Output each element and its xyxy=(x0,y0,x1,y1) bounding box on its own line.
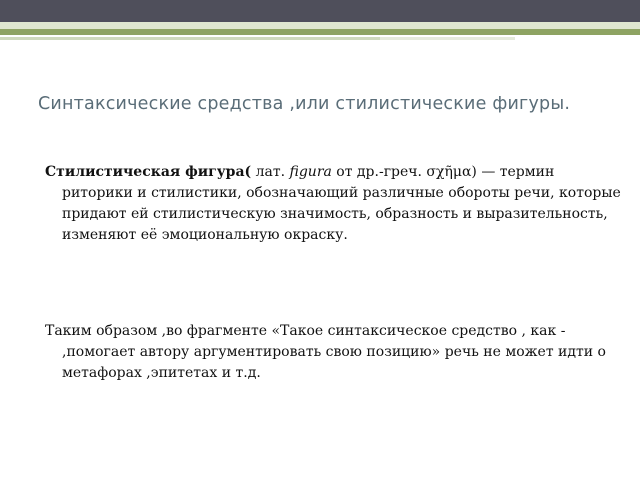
definition-paragraph xyxy=(45,162,622,246)
header-dark-bar xyxy=(0,0,640,22)
header-light-bar xyxy=(0,22,640,29)
definition-text: от др.-греч. σχῆμα) — термин риторики и стилистики, обозначающий различные обороты речи, которые придают ей стилистическую значимость, образность и выразительность, изменяют её эмоциональную окраску. xyxy=(62,164,621,243)
definition-lat-prefix: лат. xyxy=(251,164,290,180)
conclusion-paragraph: Таким образом ,во фрагменте «Такое синтаксическое средство , как - ,помогает автору аргументировать свою позицию» речь не может идти о метафорах ,эпитетах и т.д. xyxy=(45,323,606,381)
definition-term: Стилистическая фигура( xyxy=(45,164,252,180)
header-highlight xyxy=(380,35,640,40)
slide-title: Синтаксические средства ,или стилистические фигуры. xyxy=(38,94,571,114)
definition-lat-word: figura xyxy=(289,164,332,180)
